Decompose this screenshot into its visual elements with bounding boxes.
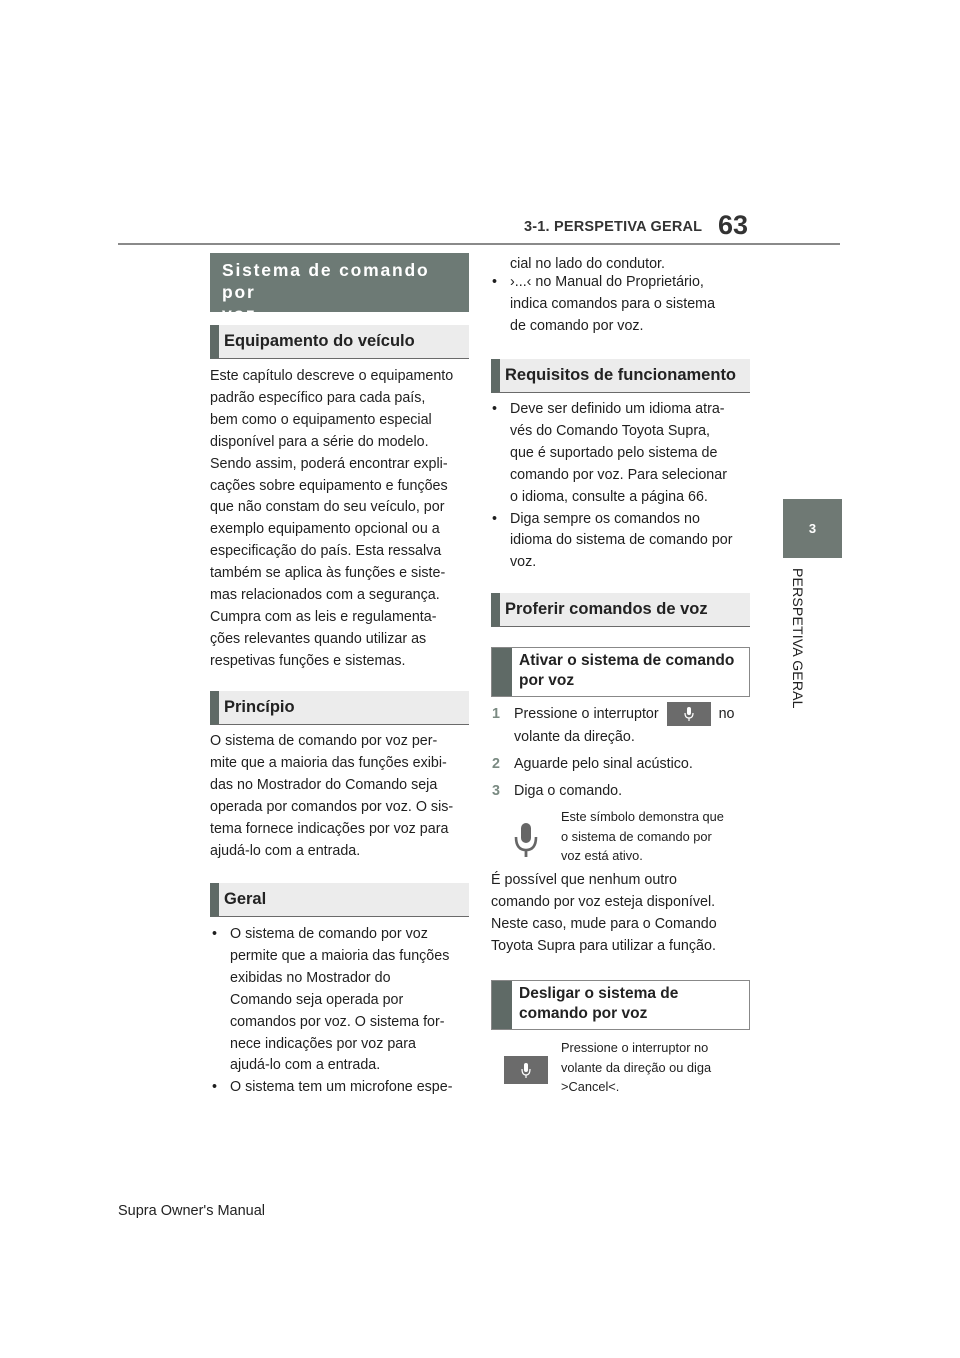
subheading-desligar [491, 980, 750, 1030]
text-line: comandos por voz. O sistema for- [230, 1013, 445, 1030]
text-line: • ›...‹ no Manual do Proprietário, [510, 274, 704, 290]
text-line: volante da direção ou diga [561, 1059, 712, 1075]
subheading-desligar-text [512, 981, 684, 1029]
list-item [492, 399, 754, 509]
text-line: Ativar o sistema de comando [519, 652, 735, 669]
steps-ativar [492, 701, 754, 803]
text-line: • O sistema tem um microfone espe- [230, 1079, 453, 1096]
heading-equipamento [210, 325, 469, 359]
text-line: vés do Comando Toyota Supra, [510, 422, 711, 439]
heading-requisitos [491, 359, 750, 393]
list-item [212, 1077, 474, 1099]
step-number: 3 [492, 782, 500, 799]
subheading-ativar [491, 647, 750, 697]
step-text: Pressione o interruptor [514, 706, 659, 722]
page-title [210, 253, 469, 324]
text-line: voz está ativo. [561, 848, 643, 864]
text-line: bem como o equipamento especial [210, 411, 432, 428]
heading-geral-text: Geral [224, 890, 267, 908]
chapter-tab[interactable]: 3 [783, 499, 842, 558]
step-3 [492, 781, 754, 803]
step-1 [492, 701, 754, 727]
heading-principio [210, 691, 469, 725]
heading-proferir-text: Proferir comandos de voz [505, 600, 708, 618]
text-line: comando por voz esteja disponível. [491, 893, 716, 910]
voice-button-icon [504, 1056, 548, 1084]
text-line: ções relevantes quando utilizar as [210, 630, 427, 647]
text-line: • O sistema de comando por voz [230, 926, 428, 942]
text-line: exemplo equipamento opcional ou a [210, 521, 440, 538]
subheading-ativar-text [512, 648, 740, 696]
heading-equipamento-text: Equipamento do veículo [224, 332, 415, 350]
text-line: >Cancel<. [561, 1079, 620, 1095]
text-line: permite que a maioria das funções [230, 947, 450, 964]
list-item [212, 924, 474, 1077]
text-line: mite que a maioria das funções exibi- [210, 754, 447, 771]
text-line: por voz [519, 672, 575, 689]
text-line: das no Mostrador do Comando seja [210, 776, 438, 793]
text-line: de comando por voz. [510, 317, 644, 334]
page-number: 63 [718, 210, 749, 240]
text-line: nece indicações por voz para [230, 1035, 416, 1052]
text-line: voz. [510, 554, 537, 571]
text-line: • Diga sempre os comandos no [510, 510, 700, 527]
text-line: o idioma, consulte a página 66. [510, 488, 708, 505]
text-line: cial no lado do condutor. [510, 256, 665, 272]
text-line: especificação do país. Esta ressalva [210, 543, 442, 560]
text-line: comando por voz. Para selecionar [510, 466, 727, 483]
text-line: indica comandos para o sistema [510, 295, 716, 312]
heading-geral [210, 883, 469, 917]
text-line: tema fornece indicações por voz para [210, 820, 449, 837]
text-line: É possível que nenhum outro [491, 872, 677, 888]
heading-requisitos-text: Requisitos de funcionamento [505, 366, 737, 384]
note-active [561, 807, 751, 866]
text-line: respetivas funções e sistemas. [210, 652, 406, 669]
text-line: Toyota Supra para utilizar a função. [491, 937, 716, 954]
text-line: mas relacionados com a segurança. [210, 587, 440, 604]
text-line: exibidas no Mostrador do [230, 969, 391, 986]
text-line: Cumpra com as leis e regulamenta- [210, 608, 437, 625]
text-line: também se aplica às funções e siste- [210, 565, 446, 582]
text-line: Este símbolo demonstra que [561, 809, 724, 824]
text-line: • Deve ser definido um idioma atra- [510, 401, 725, 417]
paragraph-unavailable [491, 870, 753, 958]
paragraph-principio [210, 731, 472, 862]
list-requisitos [492, 399, 754, 574]
list-item [492, 509, 754, 575]
section-header: 3-1. PERSPETIVA GERAL [524, 219, 703, 235]
chapter-label [786, 568, 806, 728]
page-title-line-2: voz [222, 304, 257, 324]
step-text: Aguarde pelo sinal acústico. [514, 755, 693, 772]
text-line: Neste caso, mude para o Comando [491, 915, 717, 932]
text-line: O sistema de comando por voz per- [210, 733, 438, 749]
text-line: Este capítulo descreve o equipamento [210, 368, 454, 384]
text-line: operada por comandos por voz. O sis- [210, 798, 454, 815]
text-line: ajudá-lo com a entrada. [230, 1057, 381, 1074]
subheading-bar [492, 648, 512, 696]
text-line: padrão específico para cada país, [210, 389, 426, 406]
voice-button-icon [667, 702, 711, 726]
text-line: Sendo assim, poderá encontrar expli- [210, 455, 448, 472]
text-line: disponível para a série do modelo. [210, 433, 429, 450]
step-number: 1 [492, 706, 500, 722]
paragraph-equipamento [210, 366, 472, 673]
text-line: o sistema de comando por [561, 828, 712, 844]
text-line: ajudá-lo com a entrada. [210, 842, 361, 859]
text-line: Pressione o interruptor no [561, 1040, 709, 1055]
text-line: que é suportado pelo sistema de [510, 444, 718, 461]
chapter-label-text: PERSPETIVA GERAL [790, 568, 806, 709]
page-title-line-1: Sistema de comando por [222, 260, 430, 302]
note-desligar [561, 1038, 751, 1097]
microphone-icon [506, 820, 546, 860]
text-line: Desligar o sistema de [519, 985, 679, 1002]
text-line: idioma do sistema de comando por [510, 532, 733, 549]
heading-principio-text: Princípio [224, 698, 295, 716]
step-1-continued: volante da direção. [514, 729, 635, 745]
step-2 [492, 754, 754, 776]
step-number: 2 [492, 755, 500, 772]
text-line: comando por voz [519, 1005, 648, 1022]
heading-proferir [491, 593, 750, 627]
step-text: no [718, 706, 735, 722]
text-line: que não constam do seu veículo, por [210, 499, 445, 516]
list-geral [212, 924, 474, 1099]
footer-text: Supra Owner's Manual [118, 1203, 266, 1219]
list-continued [492, 272, 754, 338]
subheading-bar [492, 981, 512, 1029]
text-line: Comando seja operada por [230, 991, 404, 1008]
header-divider [118, 243, 840, 245]
list-item [492, 272, 754, 338]
text-line: cações sobre equipamento e funções [210, 477, 448, 494]
step-text: Diga o comando. [514, 782, 623, 799]
